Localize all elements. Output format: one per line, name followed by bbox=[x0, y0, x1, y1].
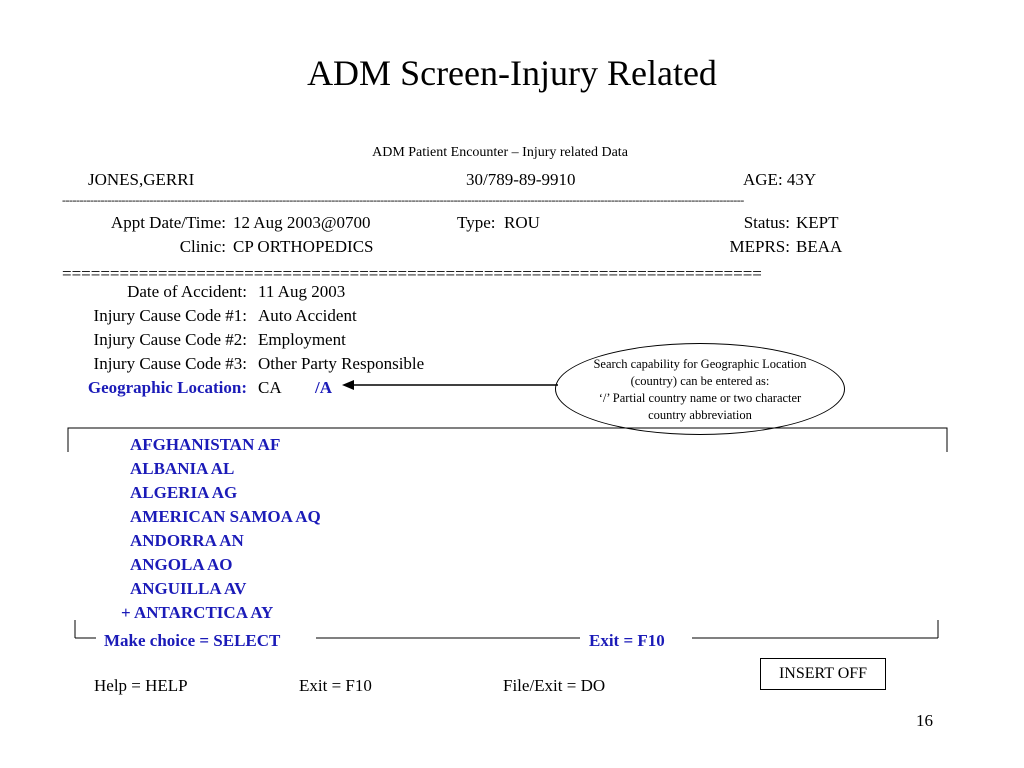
insert-mode-indicator: INSERT OFF bbox=[760, 658, 886, 690]
injury-cause-1-label: Injury Cause Code #1: bbox=[93, 306, 247, 325]
accident-date-field[interactable]: 11 Aug 2003 bbox=[258, 282, 346, 301]
patient-age: AGE: 43Y bbox=[743, 170, 817, 189]
list-item[interactable]: ANGUILLA AV bbox=[130, 579, 247, 598]
geographic-location-label: Geographic Location: bbox=[87, 378, 247, 397]
callout-text bbox=[560, 356, 840, 424]
list-exit-prompt: Exit = F10 bbox=[589, 631, 665, 650]
callout-line-4: country abbreviation bbox=[648, 408, 752, 422]
geographic-search-input[interactable]: /A bbox=[315, 378, 332, 397]
file-exit-key: File/Exit = DO bbox=[503, 676, 606, 695]
injury-cause-2-label: Injury Cause Code #2: bbox=[93, 330, 247, 349]
status-value: KEPT bbox=[796, 213, 839, 232]
screen-subtitle: ADM Patient Encounter – Injury related Data bbox=[372, 145, 628, 160]
accident-date-label: Date of Accident: bbox=[127, 282, 247, 301]
exit-key: Exit = F10 bbox=[299, 676, 372, 695]
list-item[interactable]: ALGERIA AG bbox=[130, 483, 238, 502]
list-item[interactable]: AFGHANISTAN AF bbox=[130, 435, 281, 454]
callout-line-2: (country) can be entered as: bbox=[630, 374, 770, 388]
geographic-location-field[interactable]: CA bbox=[258, 378, 282, 397]
type-value: ROU bbox=[504, 213, 540, 232]
meprs-label: MEPRS: bbox=[729, 237, 790, 256]
injury-cause-1-field[interactable]: Auto Accident bbox=[258, 306, 357, 325]
injury-cause-2-field[interactable]: Employment bbox=[258, 330, 346, 349]
list-item[interactable]: ALBANIA AL bbox=[130, 459, 235, 478]
injury-cause-3-label: Injury Cause Code #3: bbox=[93, 354, 247, 373]
callout-line-3: ‘/’ Partial country name or two character bbox=[598, 391, 802, 405]
appt-value: 12 Aug 2003@0700 bbox=[233, 213, 371, 232]
callout-arrow-icon bbox=[340, 375, 560, 395]
help-key: Help = HELP bbox=[94, 676, 188, 695]
list-item[interactable]: AMERICAN SAMOA AQ bbox=[130, 507, 321, 526]
list-item[interactable]: + ANTARCTICA AY bbox=[121, 603, 274, 622]
dashed-separator: --------------------------------------------------------------------------------------------------------------------------------------------------------------------------------------------------- bbox=[62, 193, 744, 207]
make-choice-select-prompt: Make choice = SELECT bbox=[104, 631, 281, 650]
patient-name: JONES,GERRI bbox=[88, 170, 195, 189]
list-item[interactable]: ANGOLA AO bbox=[130, 555, 233, 574]
meprs-value: BEAA bbox=[796, 237, 843, 256]
type-label: Type: bbox=[457, 213, 496, 232]
injury-cause-3-field[interactable]: Other Party Responsible bbox=[258, 354, 425, 373]
slide-title: ADM Screen-Injury Related bbox=[307, 53, 717, 93]
status-label: Status: bbox=[743, 213, 790, 232]
clinic-label: Clinic: bbox=[179, 237, 226, 256]
patient-ssn: 30/789-89-9910 bbox=[466, 170, 576, 189]
clinic-value: CP ORTHOPEDICS bbox=[233, 237, 374, 256]
callout-line-1: Search capability for Geographic Location bbox=[593, 357, 807, 371]
double-separator: ========================================================================= bbox=[62, 264, 762, 283]
list-item[interactable]: ANDORRA AN bbox=[130, 531, 244, 550]
page-number: 16 bbox=[916, 711, 933, 730]
appt-label: Appt Date/Time: bbox=[110, 213, 226, 232]
